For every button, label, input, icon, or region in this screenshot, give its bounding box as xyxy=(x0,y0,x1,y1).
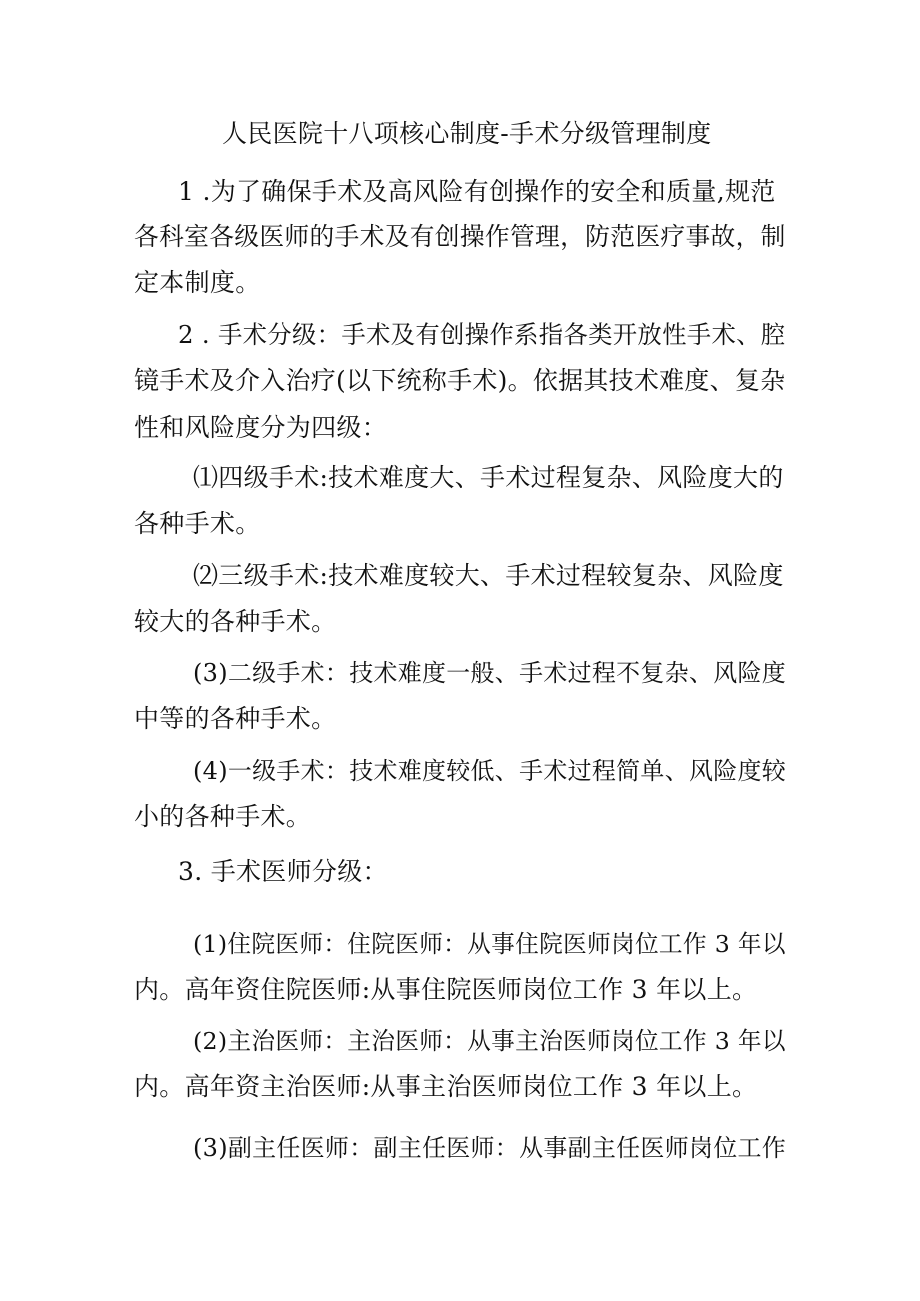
paragraph-line: 内。高年资主治医师:从事主治医师岗位工作 3 年以上。 xyxy=(134,1072,758,1101)
paragraph-line: 内。高年资住院医师:从事住院医师岗位工作 3 年以上。 xyxy=(134,975,758,1004)
paragraph-line: 性和风险度分为四级： xyxy=(134,413,388,442)
paragraph-line: (3)二级手术：技术难度一般、手术过程不复杂、风险度 xyxy=(193,659,787,687)
paragraph-line: (4)一级手术：技术难度较低、手术过程简单、风险度较 xyxy=(193,757,787,785)
paragraph-line: 1 .为了确保手术及高风险有创操作的安全和质量,规范 xyxy=(178,177,776,206)
paragraph-line: 2 . 手术分级：手术及有创操作系指各类开放性手术、腔 xyxy=(178,320,786,349)
paragraph-line: 3. 手术医师分级： xyxy=(178,857,388,886)
paragraph-line: (1)住院医师：住院医师：从事住院医师岗位工作 3 年以 xyxy=(193,930,786,958)
paragraph-line: 较大的各种手术。 xyxy=(134,607,337,636)
document-title: 人民医院十八项核心制度-手术分级管理制度 xyxy=(222,119,712,148)
paragraph-line: 各科室各级医师的手术及有创操作管理，防范医疗事故，制 xyxy=(134,222,786,251)
paragraph-line: 定本制度。 xyxy=(134,268,261,297)
paragraph-line: ⑵三级手术:技术难度较大、手术过程较复杂、风险度 xyxy=(193,561,784,590)
paragraph-line: 小的各种手术。 xyxy=(134,802,312,831)
paragraph-line: (2)主治医师：主治医师：从事主治医师岗位工作 3 年以 xyxy=(193,1027,786,1055)
paragraph-line: 各种手术。 xyxy=(134,509,261,538)
paragraph-line: ⑴四级手术:技术难度大、手术过程复杂、风险度大的 xyxy=(193,463,784,492)
paragraph-line: 镜手术及介入治疗(以下统称手术)。依据其技术难度、复杂 xyxy=(134,366,786,395)
paragraph-line: 中等的各种手术。 xyxy=(134,704,337,733)
paragraph-line: (3)副主任医师：副主任医师：从事副主任医师岗位工作 xyxy=(193,1134,787,1162)
